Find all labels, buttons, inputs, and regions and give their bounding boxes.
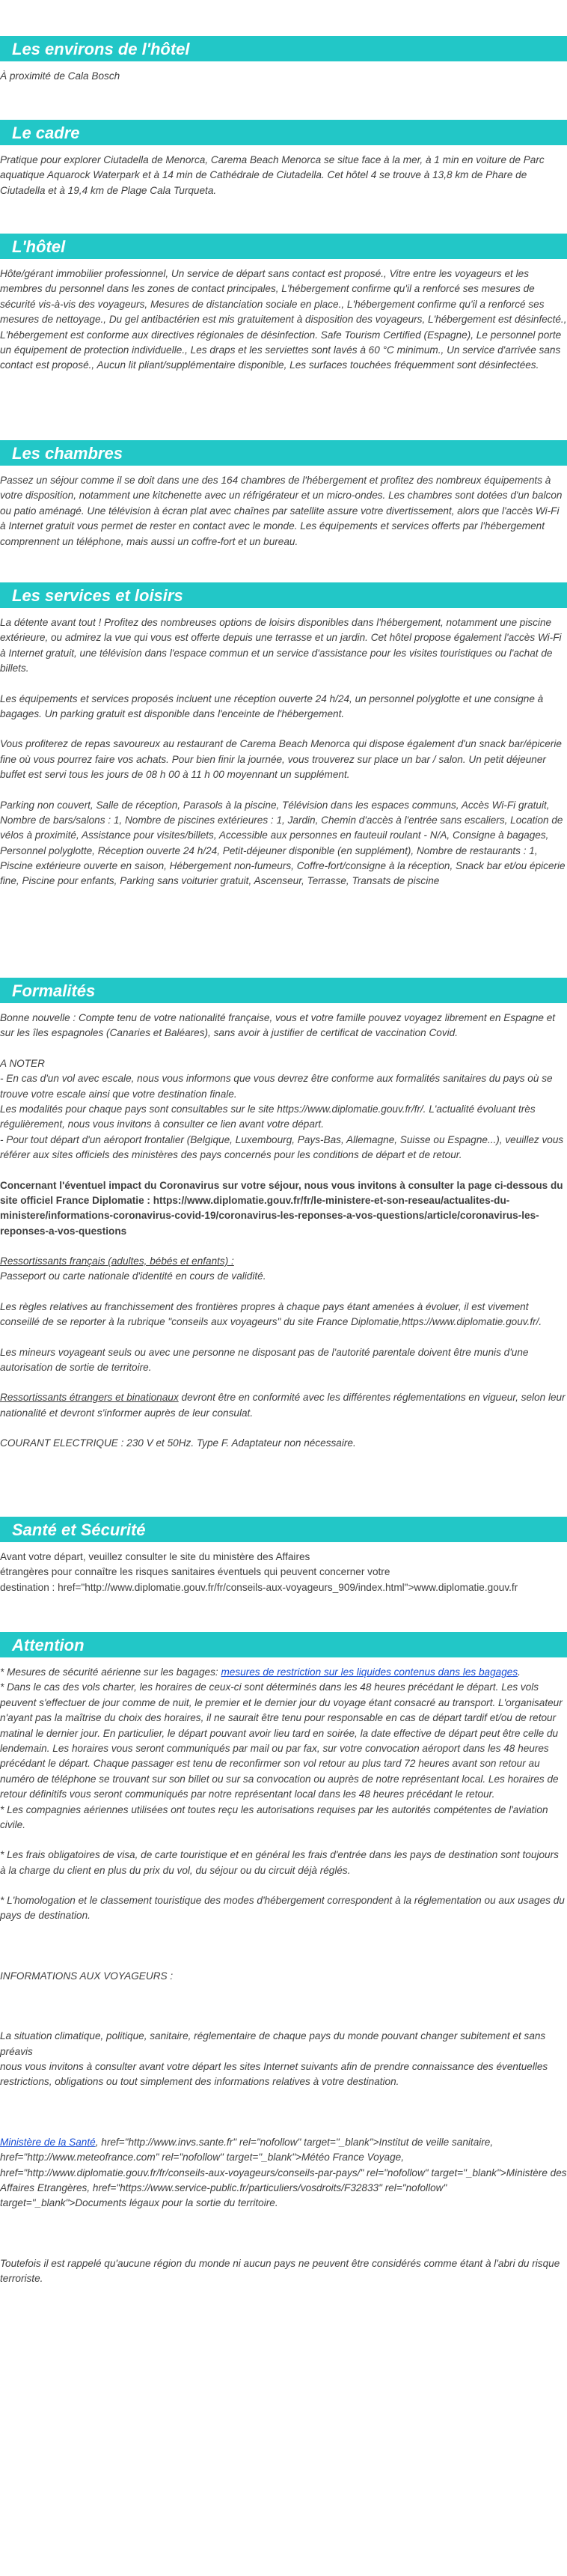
section-title: Les chambres [12,443,123,463]
section-chambres [0,440,567,578]
nationals-text: Passeport ou carte nationale d'identité en cours de validité. [0,1270,266,1282]
links-text: , href="http://www.invs.sante.fr" rel="nofollow" target="_blank">Institut de veille sanitaire, href="http://www.meteofrance.com" rel="nofollow" target="_blank">Météo France Voyage, href="http://www.diplomatie.gouv.fr/fr/conseils-aux-voyageurs/conseils-par-pays/" rel="nofollow" target="_blank">Ministère des Affaires Etrangères, href="https://www.service-public.fr/particuliers/vosdroits/F32833" rel="nofollow" target="_blank">Documents légaux pour la sortie du territoire. [0,2136,567,2209]
note-line: - Pour tout départ d'un aéroport frontalier (Belgique, Luxembourg, Pays-Bas, Allemagne, Suisse ou Espagne...), veuillez vous référer aux sites officiels des ministères des pays concernés pour les conditions de départ et de retour. [0,1133,564,1161]
section-header [0,234,567,259]
section-title: Attention [12,1635,85,1654]
foreigners-block [0,1390,567,1421]
coronavirus-notice: Concernant l'éventuel impact du Coronavirus sur votre séjour, nous vous invitons à consulter la page ci-dessous du site officiel France Diplomatie : https://www.diplomatie.gouv.fr/fr/le-ministere-et-son-reseau/actualites-du-ministere/informations-coronavirus-covid-19/coronavirus-les-reponses-a-vos-questions/article/coronavirus-les-reponses-a-vos-questions [0,1179,563,1237]
section-loisirs [0,582,567,973]
paragraph: * Les frais obligatoires de visa, de carte touristique et en général les frais d'entrée dans les pays de destination sont toujours à la charge du client en plus du prix du vol, du séjour ou du circuit déjà réglés. [0,1849,559,1876]
foreigners-heading: Ressortissants étrangers et binationaux [0,1392,179,1404]
travel-info-block [0,2029,567,2090]
section-title: Santé et Sécurité [12,1520,146,1539]
note-title: A NOTER [0,1057,45,1069]
paragraph: Les équipements et services proposés incluent une réception ouverte 24 h/24, un personnel polyglotte et une consigne à bagages. Un parking gratuit est disponible dans l'enceinte de l'hébergement. [0,692,544,719]
health-line: étrangères pour connaître les risques sanitaires éventuels qui peuvent concerner votre [0,1566,390,1578]
travel-info-line: nous vous invitons à consulter avant votre départ les sites Internet suivants afin de prendre connaissance des éventuelles restrictions, obligations ou tout simplement des informations relatives à votre destination. [0,2061,548,2088]
section-header [0,36,567,61]
airlines-text: * Les compagnies aériennes utilisées ont toutes reçu les autorisations requises par les autorités compétentes de l'aviation civile. [0,1803,548,1830]
charter-text: * Dans le cas des vols charter, les horaires de ceux-ci sont déterminés dans les 48 heures précédant le départ. Les vols peuvent s'effectuer de jour comme de nuit, le premier et le dernier jour du voyage étant consacré au transport. L'organisateur n'ayant pas la maîtrise du choix des horaires, il ne saurait être tenu pour responsable en cas de départ tardif et/ou de retour matinal le dernier jour. En particulier, le départ pouvant avoir lieu tard en soirée, la date effective de départ peut être celle du lendemain. Les horaires vous seront communiqués par mail ou par fax, sur votre convocation aéroport dans les 48 heures précédant le départ. Chaque passager est tenu de reconfirmer son vol retour au plus tard 72 heures avant son retour au numéro de téléphone se trouvant sur son billet ou sur sa convocation ou auprès de notre représentant local. Les horaires de retour définitifs vous seront communiqués par notre représentant local dans les 48 heures précédant le retour. [0,1681,563,1800]
terrorism-note: Toutefois il est rappelé qu'aucune région du monde ni aucun pays ne peuvent être considérés comme étant à l'abri du risque terroriste. [0,2257,560,2285]
section-formalites [0,978,567,1517]
section-text: Pratique pour explorer Ciutadella de Menorca, Carema Beach Menorca se situe face à la mer, à 1 min en voiture de Parc aquatique Aquarock Waterpark et à 14 min de Cathédrale de Ciutadella. Cet hôtel 4 se trouve à 13,8 km de Phare de Ciutadella et à 19,4 km de Plage Cala Turqueta. [0,154,545,196]
security-dot: . [518,1666,521,1678]
health-ministry-link[interactable]: Ministère de la Santé [0,2136,96,2148]
paragraph: Parking non couvert, Salle de réception, Parasols à la piscine, Télévision dans les espaces communs, Accès Wi-Fi gratuit, Nombre de bars/salons : 1, Nombre de piscines extérieures : 1, Jardin, Chemin d'accès à l'entrée sans escaliers, Location de vélos à proximité, Assistance pour visites/billets, Accessible aux personnes en fauteuil roulant - N/A, Consigne à bagages, Personnel polyglotte, Réception ouverte 24 h/24, Petit-déjeuner disponible (en supplément), Nombre de restaurants : 1, Piscine extérieure ouverte en saison, Hébergement non-fumeurs, Coffre-fort/consigne à la réception, Snack bar et/ou épicerie fine, Piscine pour enfants, Parking sans voiturier gratuit, Ascenseur, Terrasse, Transats de piscine [0,799,566,887]
note-line: - En cas d'un vol avec escale, nous vous informons que vous devrez être conforme aux formalités sanitaires du pays où se trouve votre escale ainsi que votre destination finale. [0,1073,553,1100]
section-header [0,440,567,466]
section-cadre [0,120,567,226]
section-text: Hôte/gérant immobilier professionnel, Un service de départ sans contact est proposé., Vitre entre les voyageurs et les membres du personnel dans les zones de contact principales, L'hébergement confirme qu'il a renforcé ses mesures de sécurité vis-à-vis des voyageurs, Mesures de distanciation sociale en place., L'hébergement confirme qu'il a renforcé ses mesures de nettoyage., Du gel antibactérien est mis gratuitement à disposition des voyageurs, L'hébergement est désinfecté., L'hébergement est conforme aux directives régionales de désinfection. Safe Tourism Certified (Espagne), Le personnel porte un équipement de protection individuelle., Les draps et les serviettes sont lavés à 60 °C minimum., Un service d'arrivée sans contact est proposé., Aucun lit pliant/supplémentaire disponible, Les surfaces touchées fréquemment sont désinfectées. [0,268,567,371]
paragraph: Vous profiterez de repas savoureux au restaurant de Carema Beach Menorca qui dispose également d'un snack bar/épicerie fine où vous pourrez faire vos achats. Pour bien finir la journée, vous trouverez sur place un bar / salon. Un petit déjeuner buffet est servi tous les jours de 08 h 00 à 11 h 00 moyennant un supplément. [0,738,562,781]
paragraph: Les règles relatives au franchissement des frontières propres à chaque pays étant amenées à évoluer, il est vivement conseillé de se reporter à la rubrique "conseils aux voyageurs" du site France Diplomatie,https://www.diplomatie.gouv.fr/. [0,1300,542,1328]
section-hotel [0,234,567,436]
section-title: L'hôtel [12,237,66,256]
health-block [0,1550,567,1595]
section-title: Les environs de l'hôtel [12,39,190,58]
health-line: Avant votre départ, veuillez consulter le site du ministère des Affaires [0,1551,310,1562]
liquids-restriction-link[interactable]: mesures de restriction sur les liquides contenus dans les bagages [221,1666,518,1678]
section-text: À proximité de Cala Bosch [0,70,120,82]
section-sante [0,1517,567,1625]
nationals-heading: Ressortissants français (adultes, bébés et enfants) : [0,1255,234,1267]
paragraph: * L'homologation et le classement touristique des modes d'hébergement correspondent à la réglementation ou aux usages du pays de destination. [0,1895,565,1922]
health-line: destination : href="http://www.diplomatie.gouv.fr/fr/conseils-aux-voyageurs_909/index.html">www.diplomatie.gouv.fr [0,1581,518,1593]
section-text: Passez un séjour comme il se doit dans une des 164 chambres de l'hébergement et profitez des nombreux équipements à votre disposition, notamment une kitchenette avec un réfrigérateur et un micro-ondes. Les chambres sont dotées d'un balcon ou patio aménagé. Une télévision à écran plat avec chaînes par satellite assure votre divertissement, alors que l'accès Wi-Fi à Internet gratuit vous permet de rester en contact avec le monde. Les équipements et services offerts par l'hébergement comprennent un téléphone, mais aussi un coffre-fort et un bureau. [0,475,563,547]
security-label: * Mesures de sécurité aérienne sur les bagages: [0,1666,221,1678]
section-header [0,978,567,1003]
nationals-block [0,1254,567,1285]
section-header [0,1632,567,1657]
section-title: Formalités [12,981,96,1000]
section-title: Les services et loisirs [12,585,183,605]
security-block [0,1665,567,1833]
paragraph: Les mineurs voyageant seuls ou avec une personne ne disposant pas de l'autorité parentale doivent être munis d'une autorisation de sortie de territoire. [0,1346,529,1374]
paragraph: Bonne nouvelle : Compte tenu de votre nationalité française, vous et votre famille pouvez voyagez librement en Espagne et sur les îles espagnoles (Canaries et Baléares), sans avoir à justifier de certificat de vaccination Covid. [0,1012,556,1039]
section-header [0,120,567,145]
section-header [0,582,567,608]
travelers-info-heading: INFORMATIONS AUX VOYAGEURS : [0,1970,174,1982]
section-environs [0,36,567,111]
travel-info-line: La situation climatique, politique, sanitaire, réglementaire de chaque pays du monde pouvant changer subitement et sans préavis [0,2030,546,2057]
section-attention [0,1632,567,2287]
paragraph: La détente avant tout ! Profitez des nombreuses options de loisirs disponibles dans l'hébergement, notamment une piscine extérieure, ou admirez la vue qui vous est offerte depuis une terrasse et un jardin. Cet hôtel propose également l'accès Wi-Fi à Internet gratuit, une télévision dans l'espace commun et un service d'assistance pour les visites touristiques ou l'achat de billets. [0,617,562,675]
note-block [0,1056,567,1163]
links-block [0,2135,567,2211]
note-line: Les modalités pour chaque pays sont consultables sur le site https://www.diplomatie.gouv.fr/fr/. L'actualité évoluant très régulièrement, nous vous invitons à consulter ce lien avant votre départ. [0,1103,536,1130]
electric-info: COURANT ELECTRIQUE : 230 V et 50Hz. Type F. Adaptateur non nécessaire. [0,1437,356,1449]
section-header [0,1517,567,1542]
section-title: Le cadre [12,123,80,142]
foreigners-text: devront être en conformité avec les différentes réglementations en vigueur, selon leur nationalité et devront s'informer auprès de leur consulat. [0,1392,566,1419]
